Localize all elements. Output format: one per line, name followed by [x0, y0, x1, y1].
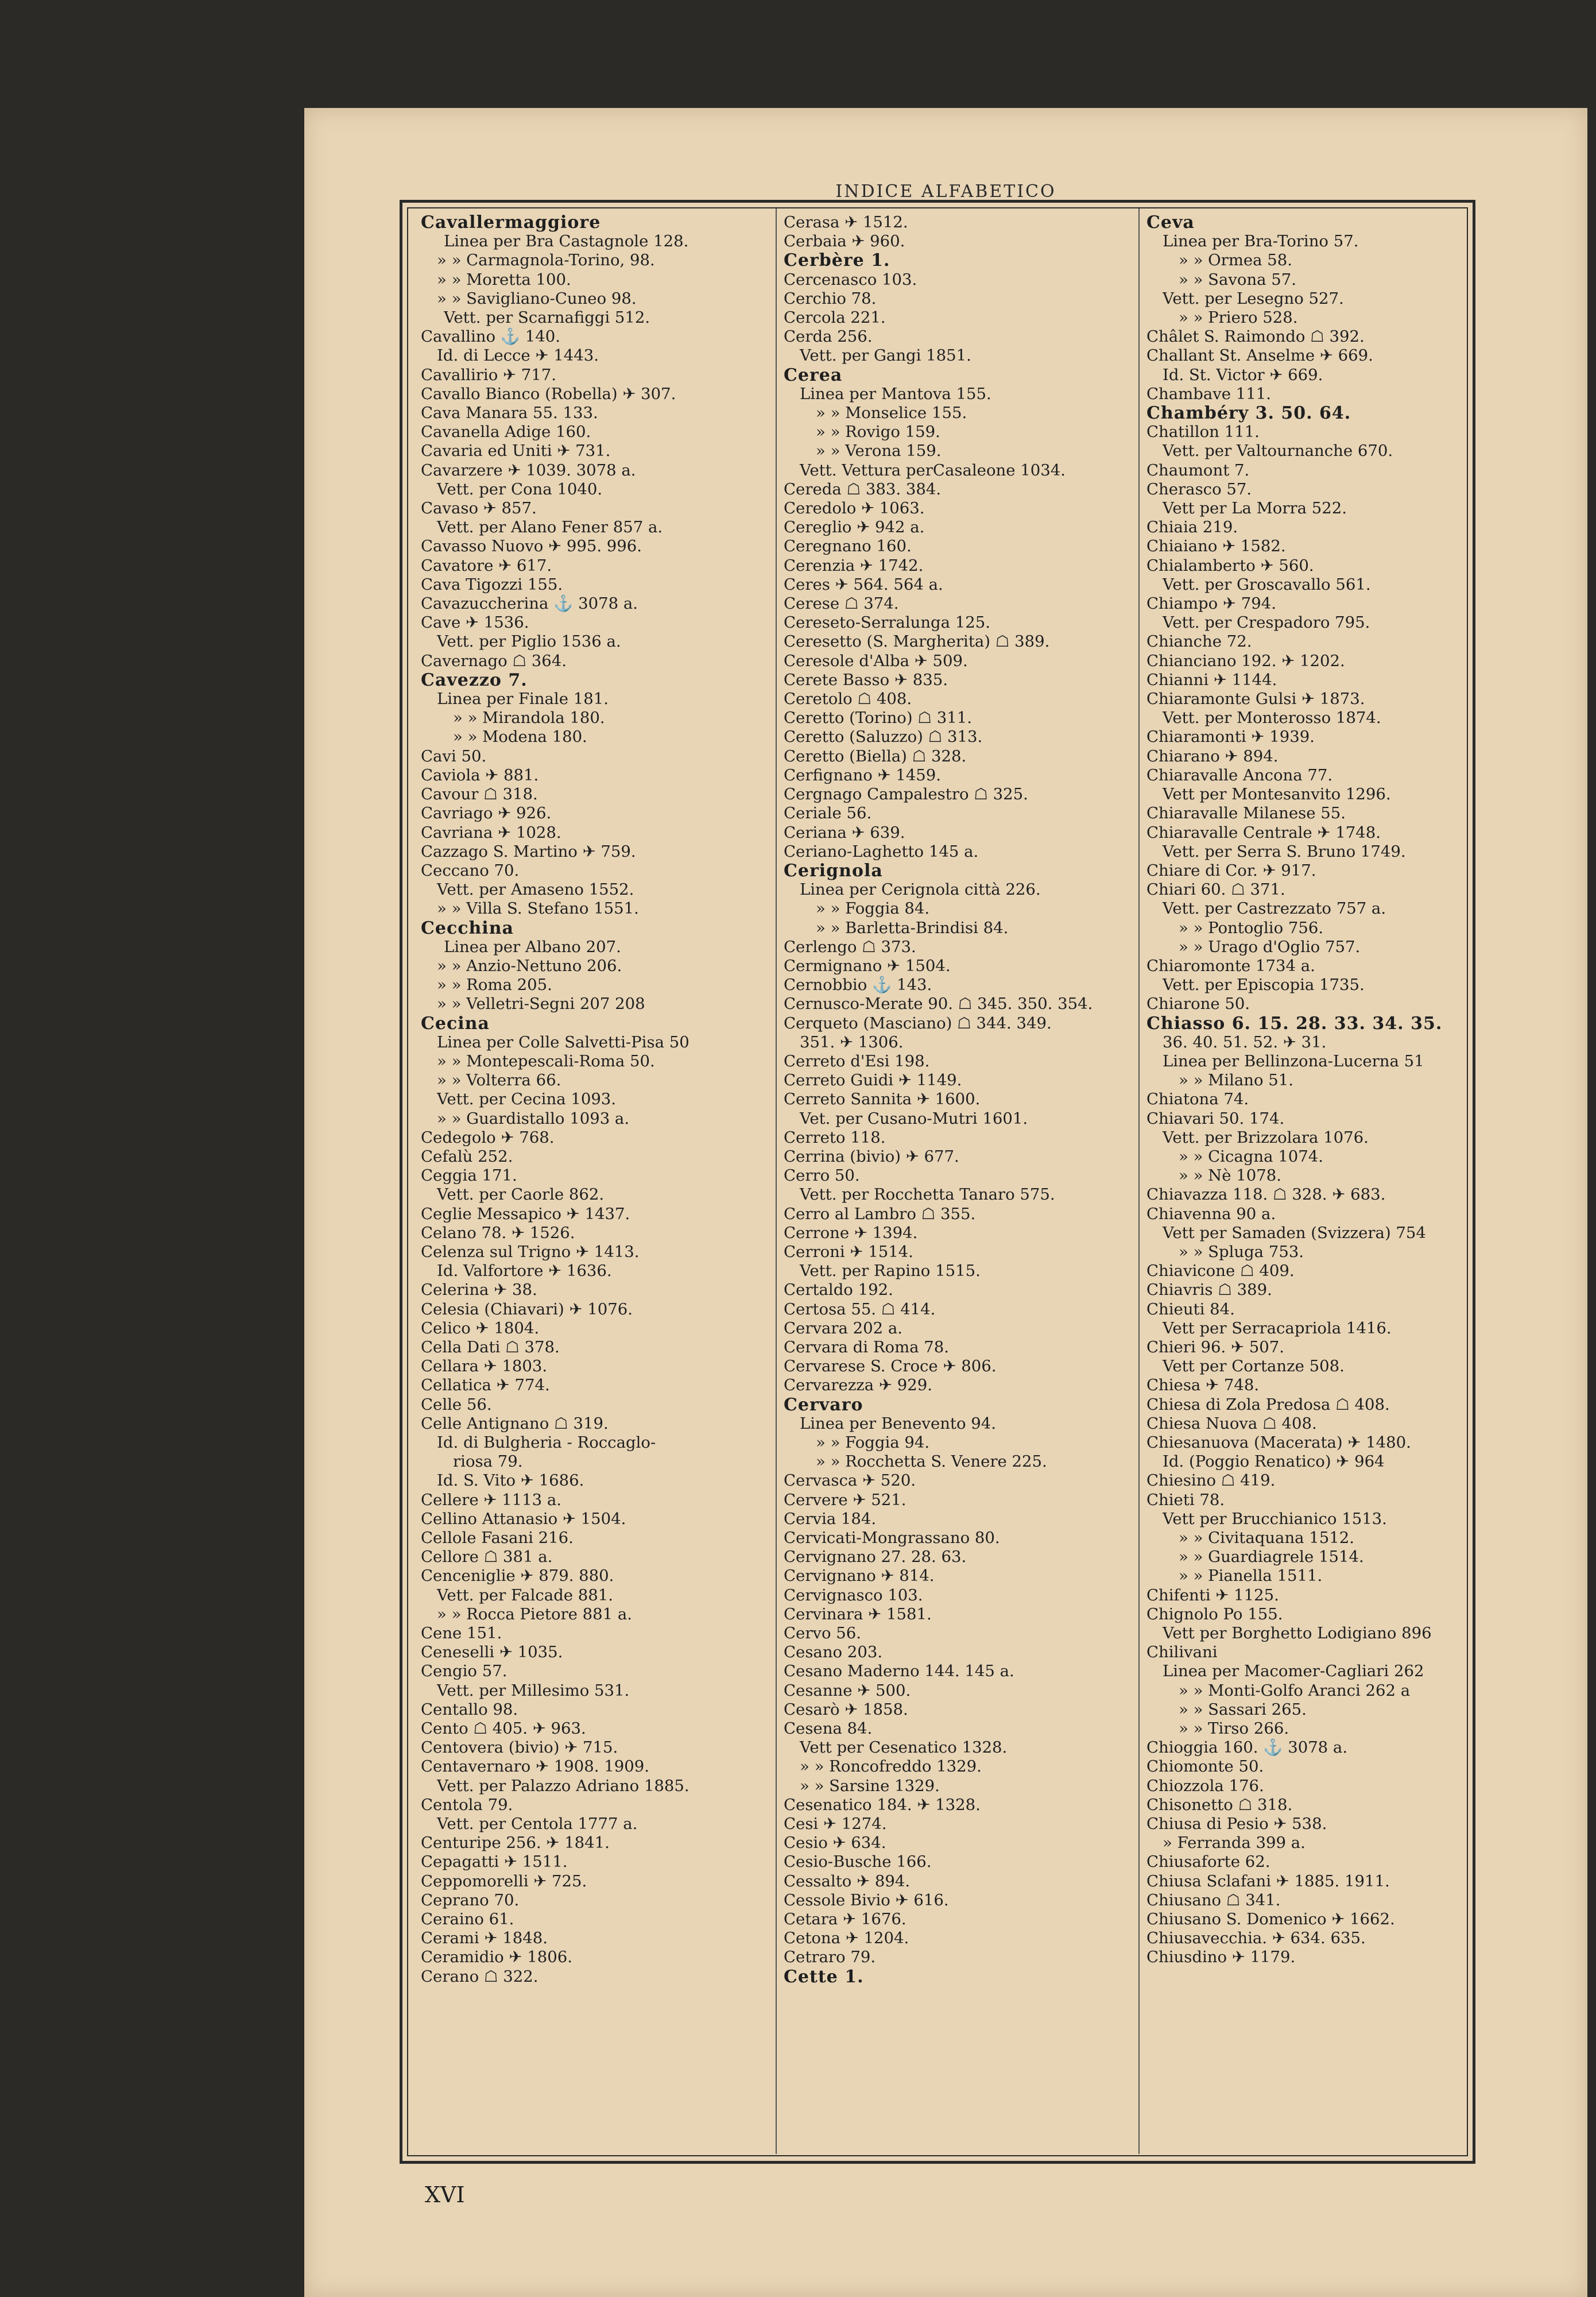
- index-entry: Vett per Serracapriola 1416.: [1163, 1318, 1392, 1337]
- index-entry: Vett. per Centola 1777 a.: [437, 1815, 638, 1834]
- index-frame: [400, 200, 1475, 2164]
- index-entry: Cesi ✈ 1274.: [784, 1815, 887, 1834]
- index-entry: Chiaravalle Ancona 77.: [1146, 765, 1333, 784]
- index-entry: Ceriana ✈ 639.: [784, 823, 905, 842]
- index-entry: Cerese ☖ 374.: [784, 594, 899, 613]
- index-entry: Linea per Albano 207.: [444, 937, 621, 956]
- index-entry: Cervara 202 a.: [784, 1318, 903, 1337]
- index-entry: Chiaravalle Milanese 55.: [1146, 804, 1346, 823]
- index-entry: Cerrina (bivio) ✈ 677.: [784, 1147, 959, 1166]
- index-entry: » » Urago d'Oglio 757.: [1179, 937, 1361, 956]
- index-entry: Chieti 78.: [1146, 1490, 1225, 1509]
- index-entry: Cerenzia ✈ 1742.: [784, 556, 924, 575]
- index-entry: Ceraino 61.: [421, 1910, 514, 1929]
- index-entry: Cene 151.: [421, 1624, 502, 1643]
- index-entry: Cervicati-Mongrassano 80.: [784, 1529, 1000, 1548]
- index-entry: Vett. per Scarnafiggi 512.: [444, 308, 650, 327]
- index-entry: » » Monselice 155.: [816, 404, 967, 423]
- index-entry: Chiesanuova (Macerata) ✈ 1480.: [1146, 1433, 1411, 1452]
- index-entry: Vett. per Cona 1040.: [437, 479, 603, 498]
- index-entry: » » Sarsine 1329.: [800, 1776, 940, 1795]
- index-entry: Chianche 72.: [1146, 632, 1252, 651]
- index-entry: Ceppomorelli ✈ 725.: [421, 1871, 587, 1890]
- index-entry: Chiavris ☖ 389.: [1146, 1281, 1272, 1300]
- index-entry: Celerina ✈ 38.: [421, 1281, 537, 1300]
- index-entry: Id. S. Vito ✈ 1686.: [437, 1471, 584, 1490]
- index-entry: Vett. per Falcade 881.: [437, 1586, 614, 1604]
- index-entry: Cavazuccherina ⚓ 3078 a.: [421, 594, 638, 613]
- index-column-2: [776, 208, 1134, 2154]
- index-entry: » » Spluga 753.: [1179, 1242, 1304, 1261]
- index-entry: Vett. per Crespadoro 795.: [1163, 613, 1370, 632]
- index-entry: Cesenatico 184. ✈ 1328.: [784, 1795, 981, 1814]
- index-entry: Cedegolo ✈ 768.: [421, 1128, 555, 1147]
- index-entry: Vett. per Monterosso 1874.: [1163, 709, 1381, 728]
- index-entry: Challant St. Anselme ✈ 669.: [1146, 346, 1373, 365]
- index-entry: Chambéry 3. 50. 64.: [1146, 404, 1351, 423]
- index-entry: Centallo 98.: [421, 1700, 518, 1719]
- index-entry: Cerfignano ✈ 1459.: [784, 765, 942, 784]
- index-entry: Cavarzere ✈ 1039. 3078 a.: [421, 461, 636, 479]
- index-entry: Chiavari 50. 174.: [1146, 1109, 1285, 1128]
- index-entry: » » Anzio-Nettuno 206.: [437, 956, 622, 975]
- index-entry: Id. Valfortore ✈ 1636.: [437, 1262, 612, 1281]
- index-entry: Cervinara ✈ 1581.: [784, 1604, 932, 1623]
- index-entry: » » Rocchetta S. Venere 225.: [816, 1452, 1047, 1471]
- index-entry: Chiare di Cor. ✈ 917.: [1146, 861, 1316, 880]
- index-entry: Cavatore ✈ 617.: [421, 556, 552, 575]
- index-entry: Cecchina: [421, 918, 514, 938]
- index-entry: Cavasso Nuovo ✈ 995. 996.: [421, 537, 642, 556]
- index-entry: Cavriana ✈ 1028.: [421, 823, 561, 842]
- index-entry: Chiavicone ☖ 409.: [1146, 1262, 1295, 1281]
- index-entry: » » Guardiagrele 1514.: [1179, 1548, 1364, 1567]
- index-entry: Chiatona 74.: [1146, 1090, 1249, 1109]
- index-entry: » » Roncofreddo 1329.: [800, 1757, 982, 1776]
- index-entry: Cerreto 118.: [784, 1128, 886, 1147]
- index-entry: Ceretolo ☖ 408.: [784, 690, 912, 709]
- index-entry: Cellara ✈ 1803.: [421, 1357, 548, 1376]
- index-entry: Ceriano-Laghetto 145 a.: [784, 842, 979, 861]
- index-entry: Cava Manara 55. 133.: [421, 404, 598, 423]
- index-entry: Id. St. Victor ✈ 669.: [1163, 365, 1323, 384]
- index-entry: Cette 1.: [784, 1967, 864, 1986]
- index-entry: Cereglio ✈ 942 a.: [784, 518, 925, 537]
- index-entry: Linea per Bra-Torino 57.: [1163, 232, 1359, 251]
- index-entry: Id. (Poggio Renatico) ✈ 964: [1163, 1452, 1385, 1471]
- index-entry: Ceres ✈ 564. 564 a.: [784, 575, 943, 594]
- index-entry: Vett per Cesenatico 1328.: [800, 1738, 1008, 1757]
- index-entry: Chifenti ✈ 1125.: [1146, 1586, 1279, 1604]
- index-entry: Cesarò ✈ 1858.: [784, 1700, 908, 1719]
- index-entry: Ceriale 56.: [784, 804, 872, 823]
- index-entry: Vett. per Groscavallo 561.: [1163, 575, 1371, 594]
- index-entry: Cengio 57.: [421, 1662, 508, 1681]
- index-entry: Cerqueto (Masciano) ☖ 344. 349.: [784, 1014, 1052, 1033]
- index-entry: Linea per Macomer-Cagliari 262: [1163, 1662, 1424, 1681]
- index-entry: Cave ✈ 1536.: [421, 613, 529, 632]
- index-entry: Cerbaia ✈ 960.: [784, 232, 905, 251]
- index-entry: Ceggia 171.: [421, 1166, 517, 1185]
- index-entry: Celenza sul Trigno ✈ 1413.: [421, 1242, 640, 1261]
- index-entry: Cefalù 252.: [421, 1147, 513, 1166]
- index-entry: Vett. per Valtournanche 670.: [1163, 442, 1393, 461]
- index-entry: » » Savona 57.: [1179, 270, 1297, 289]
- index-entry: Vett. per Castrezzato 757 a.: [1163, 899, 1386, 918]
- index-entry: Chatillon 111.: [1146, 423, 1260, 442]
- index-entry: » » Pianella 1511.: [1179, 1567, 1323, 1586]
- index-entry: » » Verona 159.: [816, 442, 942, 461]
- index-entry: Chiaiano ✈ 1582.: [1146, 537, 1286, 556]
- index-frame-inner: [407, 207, 1468, 2156]
- index-entry: Vett. per Alano Fener 857 a.: [437, 518, 663, 537]
- index-entry: Cavernago ☖ 364.: [421, 651, 567, 670]
- index-entry: Vett. per Palazzo Adriano 1885.: [437, 1776, 689, 1795]
- index-entry: Vett. per Lesegno 527.: [1163, 289, 1344, 308]
- index-entry: Cercenasco 103.: [784, 270, 917, 289]
- index-entry: » » Guardistallo 1093 a.: [437, 1109, 630, 1128]
- index-entry: Vett per Brucchianico 1513.: [1163, 1509, 1387, 1528]
- index-entry: Chiaramonte Gulsi ✈ 1873.: [1146, 690, 1365, 709]
- index-entry: » Ferranda 399 a.: [1163, 1834, 1306, 1853]
- index-entry: Cerea: [784, 365, 843, 385]
- index-entry: Cesio-Busche 166.: [784, 1853, 932, 1871]
- index-entry: Cerda 256.: [784, 327, 873, 346]
- index-entry: » » Milano 51.: [1179, 1071, 1294, 1090]
- index-entry: » » Roma 205.: [437, 976, 552, 995]
- index-entry: Chieuti 84.: [1146, 1300, 1235, 1318]
- index-entry: Chianni ✈ 1144.: [1146, 670, 1277, 689]
- index-entry: Ceprano 70.: [421, 1890, 520, 1909]
- index-entry: Cavezzo 7.: [421, 670, 528, 690]
- index-entry: Chiaia 219.: [1146, 518, 1238, 537]
- index-entry: Cherasco 57.: [1146, 479, 1252, 498]
- index-entry: Centola 79.: [421, 1795, 513, 1814]
- index-entry: Id. di Lecce ✈ 1443.: [437, 346, 599, 365]
- index-entry: Chiesa di Zola Predosa ☖ 408.: [1146, 1395, 1390, 1414]
- index-entry: Cavour ☖ 318.: [421, 785, 538, 804]
- index-entry: Cereseto-Serralunga 125.: [784, 613, 991, 632]
- index-entry: Cervignasco 103.: [784, 1586, 923, 1604]
- index-entry: Cerano ☖ 322.: [421, 1967, 539, 1986]
- index-entry: Chiusavecchia. ✈ 634. 635.: [1146, 1929, 1366, 1948]
- index-entry: Vett. per Cecina 1093.: [437, 1090, 617, 1109]
- index-entry: Ceresole d'Alba ✈ 509.: [784, 651, 968, 670]
- index-entry: Vett per Montesanvito 1296.: [1163, 785, 1391, 804]
- index-entry: Cavallino ⚓ 140.: [421, 327, 560, 346]
- index-entry: Vett per Borghetto Lodigiano 896: [1163, 1624, 1432, 1643]
- index-entry: Vett. per Caorle 862.: [437, 1185, 605, 1204]
- index-entry: » » Savigliano-Cuneo 98.: [437, 289, 637, 308]
- index-entry: Cavallermaggiore: [421, 213, 601, 233]
- index-entry: Chieri 96. ✈ 507.: [1146, 1337, 1284, 1356]
- index-entry: Chioggia 160. ⚓ 3078 a.: [1146, 1738, 1348, 1757]
- index-entry: Vett. per Piglio 1536 a.: [437, 632, 621, 651]
- index-entry: Chiaramonti ✈ 1939.: [1146, 728, 1315, 747]
- index-entry: Cavi 50.: [421, 747, 487, 765]
- index-entry: Chiavenna 90 a.: [1146, 1204, 1276, 1223]
- index-entry: Cavallirio ✈ 717.: [421, 365, 557, 384]
- index-entry: Celle Antignano ☖ 319.: [421, 1414, 609, 1433]
- index-entry: Cetara ✈ 1676.: [784, 1910, 907, 1929]
- index-entry: Cessole Bivio ✈ 616.: [784, 1890, 949, 1909]
- index-entry: Châlet S. Raimondo ☖ 392.: [1146, 327, 1365, 346]
- index-entry: Cervo 56.: [784, 1624, 862, 1643]
- index-entry: Chiaravalle Centrale ✈ 1748.: [1146, 823, 1381, 842]
- index-entry: Chiozzola 176.: [1146, 1776, 1264, 1795]
- index-entry: Cerreto Guidi ✈ 1149.: [784, 1071, 962, 1090]
- index-entry: Cavanella Adige 160.: [421, 423, 591, 442]
- index-entry: » » Mirandola 180.: [453, 709, 605, 728]
- index-entry: Cerlengo ☖ 373.: [784, 937, 916, 956]
- index-entry: » » Foggia 84.: [816, 899, 930, 918]
- index-entry: Cernobbio ⚓ 143.: [784, 976, 932, 995]
- index-entry: Chambave 111.: [1146, 384, 1272, 403]
- index-entry: Cermignano ✈ 1504.: [784, 956, 951, 975]
- index-column-3: [1138, 208, 1485, 2154]
- index-entry: Cesio ✈ 634.: [784, 1834, 886, 1853]
- index-entry: riosa 79.: [453, 1452, 523, 1471]
- index-entry: » » Tirso 266.: [1179, 1719, 1289, 1738]
- index-entry: Chiampo ✈ 794.: [1146, 594, 1276, 613]
- index-entry: Vett per La Morra 522.: [1163, 499, 1347, 518]
- index-entry: Celano 78. ✈ 1526.: [421, 1223, 575, 1242]
- index-entry: Cerreto Sannita ✈ 1600.: [784, 1090, 981, 1109]
- index-entry: Cellere ✈ 1113 a.: [421, 1490, 561, 1509]
- index-entry: » » Monti-Golfo Aranci 262 a: [1179, 1681, 1411, 1700]
- index-entry: Cervignano ✈ 814.: [784, 1567, 935, 1586]
- index-entry: Cerignola: [784, 861, 883, 881]
- index-entry: Cecina: [421, 1014, 490, 1033]
- page-number: XVI: [425, 2182, 465, 2207]
- index-entry: Vett. per Rocchetta Tanaro 575.: [800, 1185, 1055, 1204]
- index-entry: Cesano 203.: [784, 1643, 883, 1662]
- index-entry: Certosa 55. ☖ 414.: [784, 1300, 936, 1318]
- index-entry: Centovera (bivio) ✈ 715.: [421, 1738, 618, 1757]
- index-entry: Chiusano ☖ 341.: [1146, 1890, 1281, 1909]
- page-header: INDICE ALFABETICO: [835, 181, 1056, 202]
- index-entry: Vett. per Gangi 1851.: [800, 346, 971, 365]
- index-entry: » » Cicagna 1074.: [1179, 1147, 1323, 1166]
- index-entry: Chiarone 50.: [1146, 995, 1250, 1014]
- index-entry: » » Carmagnola-Torino, 98.: [437, 251, 655, 270]
- index-entry: Ceretto (Saluzzo) ☖ 313.: [784, 728, 983, 747]
- index-entry: Ceramidio ✈ 1806.: [421, 1948, 572, 1967]
- index-entry: Cetraro 79.: [784, 1948, 876, 1967]
- index-entry: Chiusa Sclafani ✈ 1885. 1911.: [1146, 1871, 1390, 1890]
- index-entry: Cervara di Roma 78.: [784, 1337, 950, 1356]
- index-entry: Chiusa di Pesio ✈ 538.: [1146, 1815, 1327, 1834]
- index-entry: Chiusaforte 62.: [1146, 1853, 1270, 1871]
- index-entry: Chisonetto ☖ 318.: [1146, 1795, 1293, 1814]
- index-entry: Certaldo 192.: [784, 1281, 893, 1300]
- index-entry: Cellore ☖ 381 a.: [421, 1548, 553, 1567]
- index-entry: Chiusdino ✈ 1179.: [1146, 1948, 1296, 1967]
- index-entry: Vett per Cortanze 508.: [1163, 1357, 1345, 1376]
- index-entry: Chaumont 7.: [1146, 461, 1250, 479]
- index-entry: » » Moretta 100.: [437, 270, 571, 289]
- index-entry: Centuripe 256. ✈ 1841.: [421, 1834, 610, 1853]
- index-entry: Ceresetto (S. Margherita) ☖ 389.: [784, 632, 1050, 651]
- index-entry: Cervarese S. Croce ✈ 806.: [784, 1357, 997, 1376]
- index-entry: Cerbère 1.: [784, 251, 890, 270]
- index-entry: Cavriago ✈ 926.: [421, 804, 552, 823]
- index-entry: Cerro al Lambro ☖ 355.: [784, 1204, 976, 1223]
- index-entry: Id. di Bulgheria - Roccaglo-: [437, 1433, 656, 1452]
- index-entry: Chianciano 192. ✈ 1202.: [1146, 651, 1345, 670]
- index-entry: » » Sassari 265.: [1179, 1700, 1307, 1719]
- index-entry: Chilivani: [1146, 1643, 1218, 1662]
- index-entry: Cereda ☖ 383. 384.: [784, 479, 942, 498]
- index-entry: Cergnago Campalestro ☖ 325.: [784, 785, 1028, 804]
- index-entry: Chignolo Po 155.: [1146, 1604, 1283, 1623]
- index-entry: Ceredolo ✈ 1063.: [784, 499, 925, 518]
- index-entry: Vett. per Millesimo 531.: [437, 1681, 630, 1700]
- index-entry: » » Montepescali-Roma 50.: [437, 1051, 655, 1070]
- index-entry: Cerasa ✈ 1512.: [784, 213, 908, 231]
- index-entry: Chiarano ✈ 894.: [1146, 747, 1279, 765]
- index-entry: » » Modena 180.: [453, 728, 587, 747]
- index-entry: Vett. per Rapino 1515.: [800, 1262, 981, 1281]
- index-entry: Linea per Bellinzona-Lucerna 51: [1163, 1051, 1424, 1070]
- index-entry: Chiesino ☖ 419.: [1146, 1471, 1276, 1490]
- index-entry: Cenceniglie ✈ 879. 880.: [421, 1567, 614, 1586]
- index-entry: Cercola 221.: [784, 308, 886, 327]
- index-entry: Vett. Vettura perCasaleone 1034.: [800, 461, 1066, 479]
- index-entry: Cento ☖ 405. ✈ 963.: [421, 1719, 586, 1738]
- index-entry: Cellino Attanasio ✈ 1504.: [421, 1509, 626, 1528]
- index-entry: Celico ✈ 1804.: [421, 1318, 540, 1337]
- index-entry: Cervaro: [784, 1395, 863, 1414]
- index-entry: Cerchio 78.: [784, 289, 877, 308]
- index-entry: » » Rocca Pietore 881 a.: [437, 1604, 633, 1623]
- index-entry: Linea per Colle Salvetti-Pisa 50: [437, 1033, 689, 1051]
- index-entry: Ceccano 70.: [421, 861, 520, 880]
- index-entry: Chialamberto ✈ 560.: [1146, 556, 1314, 575]
- index-entry: Cepagatti ✈ 1511.: [421, 1853, 568, 1871]
- index-entry: Chiomonte 50.: [1146, 1757, 1264, 1776]
- index-entry: » » Velletri-Segni 207 208: [437, 995, 645, 1014]
- index-entry: Chiasso 6. 15. 28. 33. 34. 35.: [1146, 1014, 1443, 1033]
- index-entry: » » Barletta-Brindisi 84.: [816, 918, 1009, 937]
- index-entry: Cervarezza ✈ 929.: [784, 1376, 932, 1395]
- index-entry: Cazzago S. Martino ✈ 759.: [421, 842, 636, 861]
- index-entry: » » Foggia 94.: [816, 1433, 930, 1452]
- index-entry: Cetona ✈ 1204.: [784, 1929, 909, 1948]
- index-column-1: [421, 213, 765, 1986]
- index-entry: » » Rovigo 159.: [816, 423, 940, 442]
- index-entry: Linea per Cerignola città 226.: [800, 880, 1041, 899]
- index-entry: Vet. per Cusano-Mutri 1601.: [800, 1109, 1028, 1128]
- index-entry: Celesia (Chiavari) ✈ 1076.: [421, 1300, 633, 1318]
- index-entry: 351. ✈ 1306.: [800, 1033, 904, 1051]
- index-entry: Cavaso ✈ 857.: [421, 499, 537, 518]
- index-entry: » » Civitaquana 1512.: [1179, 1529, 1355, 1548]
- index-entry: Chiesa Nuova ☖ 408.: [1146, 1414, 1317, 1433]
- index-entry: Chiesa ✈ 748.: [1146, 1376, 1260, 1395]
- index-entry: Linea per Finale 181.: [437, 690, 609, 709]
- index-entry: Celle 56.: [421, 1395, 492, 1414]
- index-entry: Vett. per Episcopia 1735.: [1163, 976, 1365, 995]
- index-entry: Vett. per Serra S. Bruno 1749.: [1163, 842, 1406, 861]
- index-entry: Cerete Basso ✈ 835.: [784, 670, 948, 689]
- index-entry: Cavallo Bianco (Robella) ✈ 307.: [421, 384, 676, 403]
- index-entry: Cerreto d'Esi 198.: [784, 1051, 930, 1070]
- index-entry: Chiavazza 118. ☖ 328. ✈ 683.: [1146, 1185, 1386, 1204]
- index-entry: Centavernaro ✈ 1908. 1909.: [421, 1757, 649, 1776]
- index-entry: Ceretto (Torino) ☖ 311.: [784, 709, 972, 728]
- index-entry: Cernusco-Merate 90. ☖ 345. 350. 354.: [784, 995, 1093, 1014]
- index-entry: Ceglie Messapico ✈ 1437.: [421, 1204, 630, 1223]
- index-entry: Cellatica ✈ 774.: [421, 1376, 550, 1395]
- index-entry: 36. 40. 51. 52. ✈ 31.: [1163, 1033, 1327, 1051]
- index-entry: Cerrone ✈ 1394.: [784, 1223, 918, 1242]
- index-entry: Vett. per Amaseno 1552.: [437, 880, 634, 899]
- index-entry: Ceneselli ✈ 1035.: [421, 1643, 563, 1662]
- index-entry: Cervia 184.: [784, 1509, 877, 1528]
- index-entry: Cava Tigozzi 155.: [421, 575, 563, 594]
- book-page: [304, 108, 1587, 2297]
- index-entry: Chiusano S. Domenico ✈ 1662.: [1146, 1910, 1395, 1929]
- index-entry: Cella Dati ☖ 378.: [421, 1337, 560, 1356]
- index-entry: » » Volterra 66.: [437, 1071, 561, 1090]
- index-entry: Vett. per Brizzolara 1076.: [1163, 1128, 1369, 1147]
- index-entry: Linea per Bra Castagnole 128.: [444, 232, 689, 251]
- index-entry: Chiaromonte 1734 a.: [1146, 956, 1315, 975]
- index-entry: Cesano Maderno 144. 145 a.: [784, 1662, 1014, 1681]
- index-entry: » » Pontoglio 756.: [1179, 918, 1324, 937]
- index-entry: Cellole Fasani 216.: [421, 1529, 574, 1548]
- index-entry: Linea per Benevento 94.: [800, 1414, 997, 1433]
- index-entry: Cesena 84.: [784, 1719, 873, 1738]
- index-entry: » » Ormea 58.: [1179, 251, 1293, 270]
- index-entry: » » Villa S. Stefano 1551.: [437, 899, 639, 918]
- index-entry: Caviola ✈ 881.: [421, 765, 539, 784]
- index-entry: Vett per Samaden (Svizzera) 754: [1163, 1223, 1426, 1242]
- index-entry: Chiari 60. ☖ 371.: [1146, 880, 1285, 899]
- index-entry: Cervignano 27. 28. 63.: [784, 1548, 967, 1567]
- index-entry: Ceva: [1146, 213, 1195, 233]
- index-entry: Linea per Mantova 155.: [800, 384, 991, 403]
- index-entry: » » Nè 1078.: [1179, 1166, 1281, 1185]
- index-entry: Cavaria ed Uniti ✈ 731.: [421, 442, 611, 461]
- index-entry: » » Priero 528.: [1179, 308, 1298, 327]
- index-entry: Cervere ✈ 521.: [784, 1490, 907, 1509]
- index-entry: Ceretto (Biella) ☖ 328.: [784, 747, 967, 765]
- index-entry: Ceregnano 160.: [784, 537, 912, 556]
- index-entry: Cervasca ✈ 520.: [784, 1471, 916, 1490]
- index-entry: Cessalto ✈ 894.: [784, 1871, 911, 1890]
- index-entry: Cesanne ✈ 500.: [784, 1681, 911, 1700]
- index-entry: Cerami ✈ 1848.: [421, 1929, 548, 1948]
- index-entry: Cerro 50.: [784, 1166, 860, 1185]
- index-entry: Cerroni ✈ 1514.: [784, 1242, 913, 1261]
